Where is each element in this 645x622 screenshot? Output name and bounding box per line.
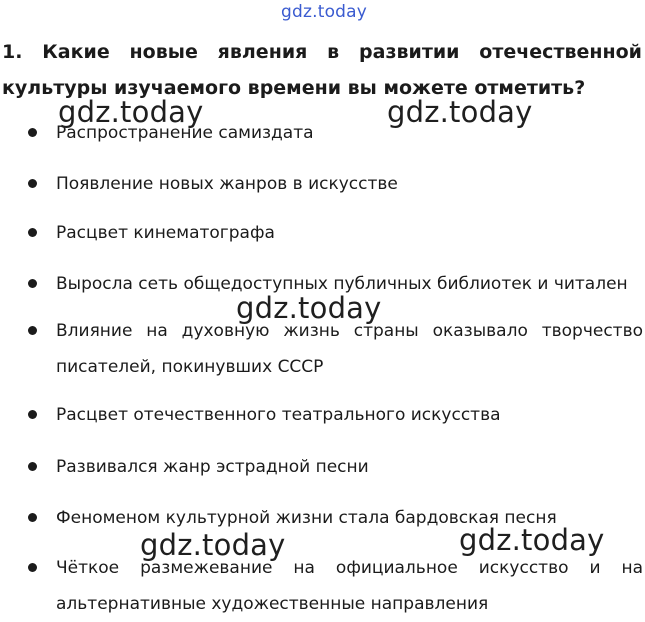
bullet-icon	[28, 563, 37, 572]
watermark: gdz.today	[459, 523, 605, 557]
bullet-icon	[28, 513, 37, 522]
watermark: gdz.today	[140, 528, 286, 562]
watermark: gdz.today	[58, 95, 204, 129]
bullet-icon	[28, 179, 37, 188]
list-item-text: Чёткое размежевание на официальное искусство и на альтернативные художественные направления	[56, 558, 643, 614]
bullet-icon	[28, 410, 37, 419]
list-item	[28, 215, 643, 251]
watermark: gdz.today	[236, 291, 382, 325]
list-item	[28, 449, 643, 485]
watermark: gdz.today	[387, 95, 533, 129]
list-item-text: Феноменом культурной жизни стала бардовская песня	[56, 508, 557, 528]
bullet-icon	[28, 326, 37, 335]
list-item-text: Выросла сеть общедоступных публичных библиотек и читален	[56, 274, 628, 294]
list-item-text: Влияние на духовную жизнь страны оказывало творчество писателей, покинувших СССР	[56, 321, 643, 377]
bullet-icon	[28, 128, 37, 137]
bullet-icon	[28, 279, 37, 288]
list-item-text: Появление новых жанров в искусстве	[56, 174, 398, 194]
list-item	[28, 550, 643, 622]
bullet-icon	[28, 462, 37, 471]
list-item-text: Расцвет отечественного театрального искусства	[56, 405, 501, 425]
list-item	[28, 166, 643, 202]
list-item-text: Распространение самиздата	[56, 123, 314, 143]
question-heading: 1. Какие новые явления в развитии отечественной культуры изучаемого времени вы можете отметить?	[2, 41, 642, 99]
bullet-icon	[28, 228, 37, 237]
list-item	[28, 397, 643, 433]
list-item-text: Развивался жанр эстрадной песни	[56, 457, 369, 477]
list-item-text: Расцвет кинематографа	[56, 223, 275, 243]
watermark-top: gdz.today	[281, 2, 368, 22]
